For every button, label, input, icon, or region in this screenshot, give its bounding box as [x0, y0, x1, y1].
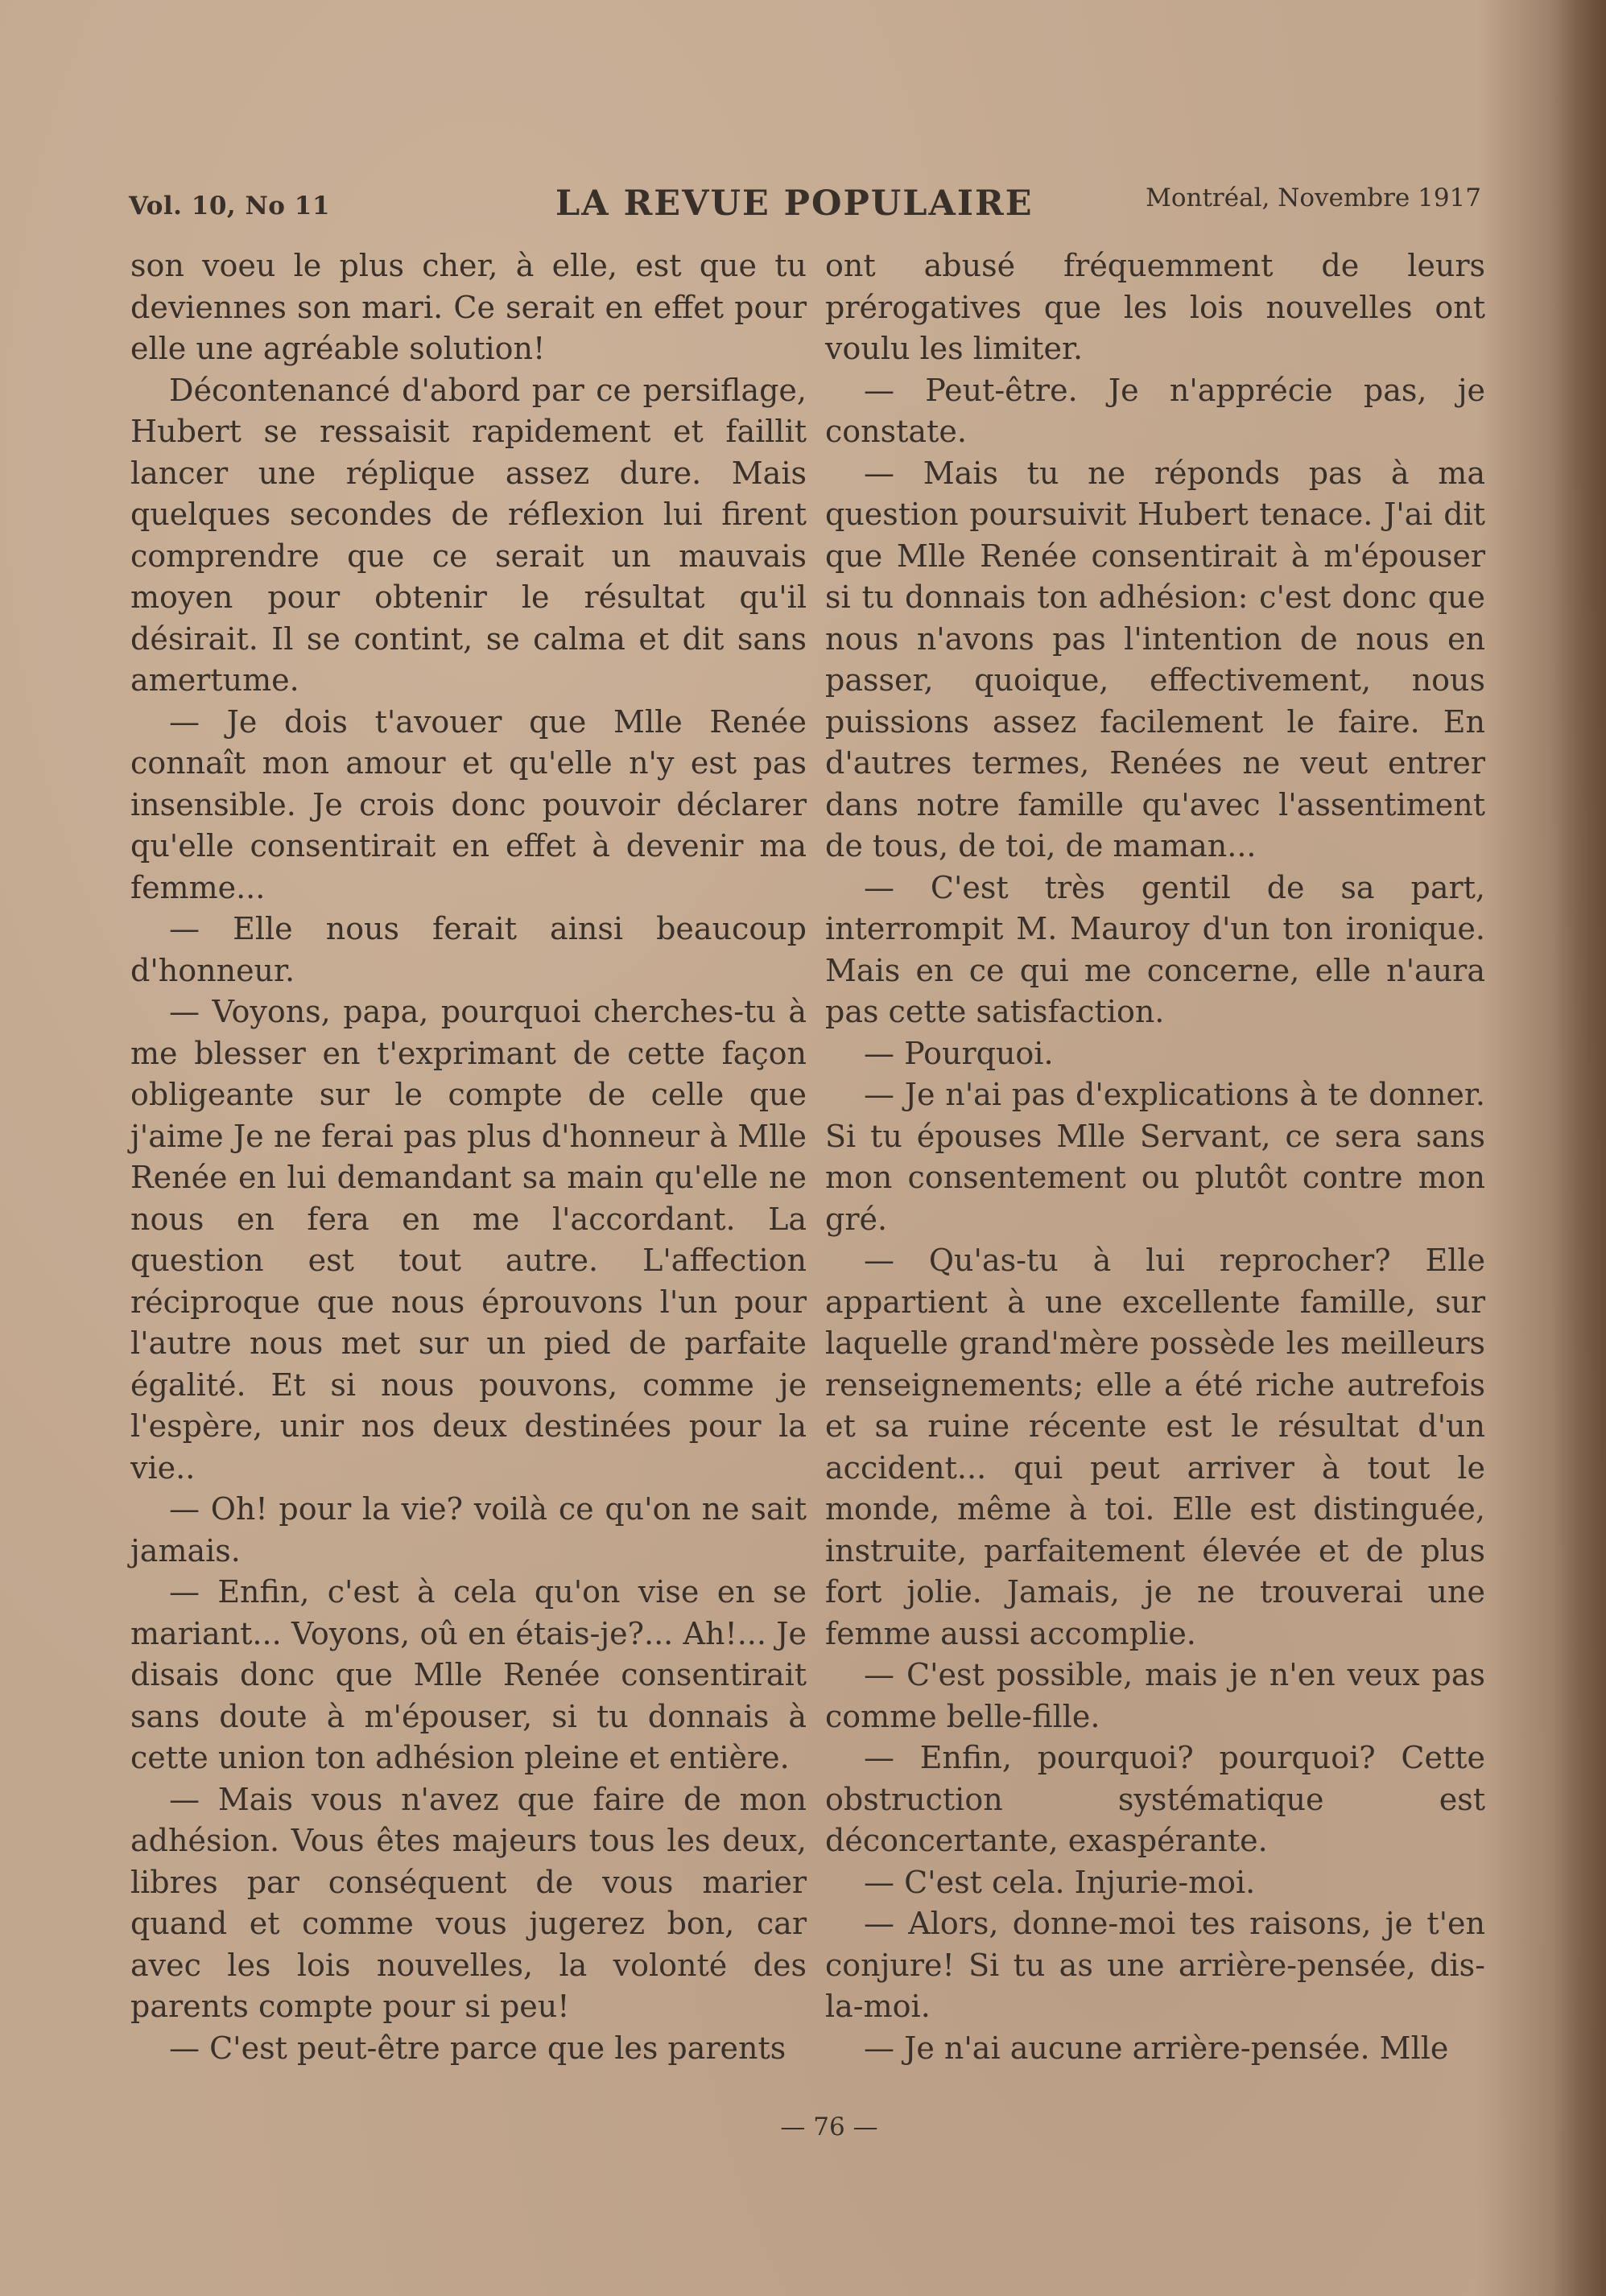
paragraph: — Je n'ai aucune arrière-pensée. Mlle — [864, 2030, 1449, 2066]
right-text-column — [825, 245, 1485, 2069]
magazine-title: LA REVUE POPULAIRE — [555, 183, 1034, 224]
paragraph: ont abusé fréquemment de leurs prérogatives que les lois nouvelles ont voulu les limiter. — [825, 248, 1485, 366]
paragraph: — Je dois t'avouer que Mlle Renée connaît mon amour et qu'elle n'y est pas insensible. Je crois donc pouvoir déclarer qu'elle consentirait en effet à devenir ma femme... — [130, 703, 807, 905]
paragraph: — C'est peut-être parce que les parents — [169, 2030, 786, 2066]
paragraph: — Oh! pour la vie? voilà ce qu'on ne sait jamais. — [130, 1491, 807, 1568]
paragraph: — C'est cela. Injurie-moi. — [864, 1864, 1256, 1900]
paragraph: — Enfin, c'est à cela qu'on vise en se mariant... Voyons, oû en étais-je?... Ah!... Je disais donc que Mlle Renée consentirait sans doute à m'épouser, si tu donnais à cette union ton adhésion pleine et entière. — [130, 1574, 807, 1775]
paragraph: Décontenancé d'abord par ce persiflage, Hubert se ressaisit rapidement et faillit lancer une réplique assez dure. Mais quelques secondes de réflexion lui firent comprendre que ce serait un mauvais moyen pour obtenir le résultat qu'il désirait. Il se contint, se calma et dit sans amertume. — [130, 372, 807, 698]
paragraph: — Mais vous n'avez que faire de mon adhésion. Vous êtes majeurs tous les deux, libres par conséquent de vous marier quand et comme vous jugerez bon, car avec les lois nouvelles, la volonté des parents compte pour si peu! — [130, 1781, 807, 2024]
paragraph: — Voyons, papa, pourquoi cherches-tu à me blesser en t'exprimant de cette façon obligeante sur le compte de celle que j'aime Je ne ferai pas plus d'honneur à Mlle Renée en lui demandant sa main qu'elle ne nous en fera en me l'accordant. La question est tout autre. L'affection réciproque que nous éprouvons l'un pour l'autre nous met sur un pied de parfaite égalité. Et si nous pouvons, comme je l'espère, unir nos deux destinées pour la vie.. — [130, 994, 807, 1486]
paragraph: — Pourquoi. — [864, 1035, 1054, 1071]
issue-date: Montréal, Novembre 1917 — [1146, 183, 1481, 212]
running-header — [129, 183, 1481, 232]
paragraph: — Mais tu ne réponds pas à ma question poursuivit Hubert tenace. J'ai dit que Mlle Renée consentirait à m'épouser si tu donnais ton adhésion: c'est donc que nous n'avons pas l'intention de nous en passer, quoique, effectivement, nous puissions assez facilement le faire. En d'autres termes, Renées ne veut entrer dans notre famille qu'avec l'assentiment de tous, de toi, de maman... — [825, 455, 1485, 864]
paragraph: — C'est très gentil de sa part, interrompit M. Mauroy d'un ton ironique. Mais en ce qui me concerne, elle n'aura pas cette satisfaction. — [825, 869, 1485, 1029]
paragraph: — Je n'ai pas d'explications à te donner. Si tu épouses Mlle Servant, ce sera sans mon consentement ou plutôt contre mon gré. — [825, 1077, 1485, 1237]
page-number: — 76 — — [780, 2113, 878, 2141]
paragraph: — Peut-être. Je n'apprécie pas, je constate. — [825, 372, 1485, 449]
paragraph: — Elle nous ferait ainsi beaucoup d'honneur. — [130, 911, 807, 988]
paragraph: — Enfin, pourquoi? pourquoi? Cette obstruction systématique est déconcertante, exaspérante. — [825, 1740, 1485, 1858]
paragraph: son voeu le plus cher, à elle, est que tu deviennes son mari. Ce serait en effet pour elle une agréable solution! — [130, 248, 807, 366]
paragraph: — Qu'as-tu à lui reprocher? Elle appartient à une excellente famille, sur laquelle grand'mère possède les meilleurs renseignements; elle a été riche autrefois et sa ruine récente est le résultat d'un accident... qui peut arriver à tout le monde, même à toi. Elle est distinguée, instruite, parfaitement élevée et de plus fort jolie. Jamais, je ne trouverai une femme aussi accomplie. — [825, 1243, 1485, 1651]
paragraph: — C'est possible, mais je n'en veux pas comme belle-fille. — [825, 1657, 1485, 1734]
left-text-column — [130, 245, 807, 2069]
paragraph: — Alors, donne-moi tes raisons, je t'en conjure! Si tu as une arrière-pensée, dis-la-moi. — [825, 1906, 1485, 2024]
page-edge-shadow — [1550, 0, 1606, 2296]
volume-number: Vol. 10, No 11 — [129, 192, 330, 221]
